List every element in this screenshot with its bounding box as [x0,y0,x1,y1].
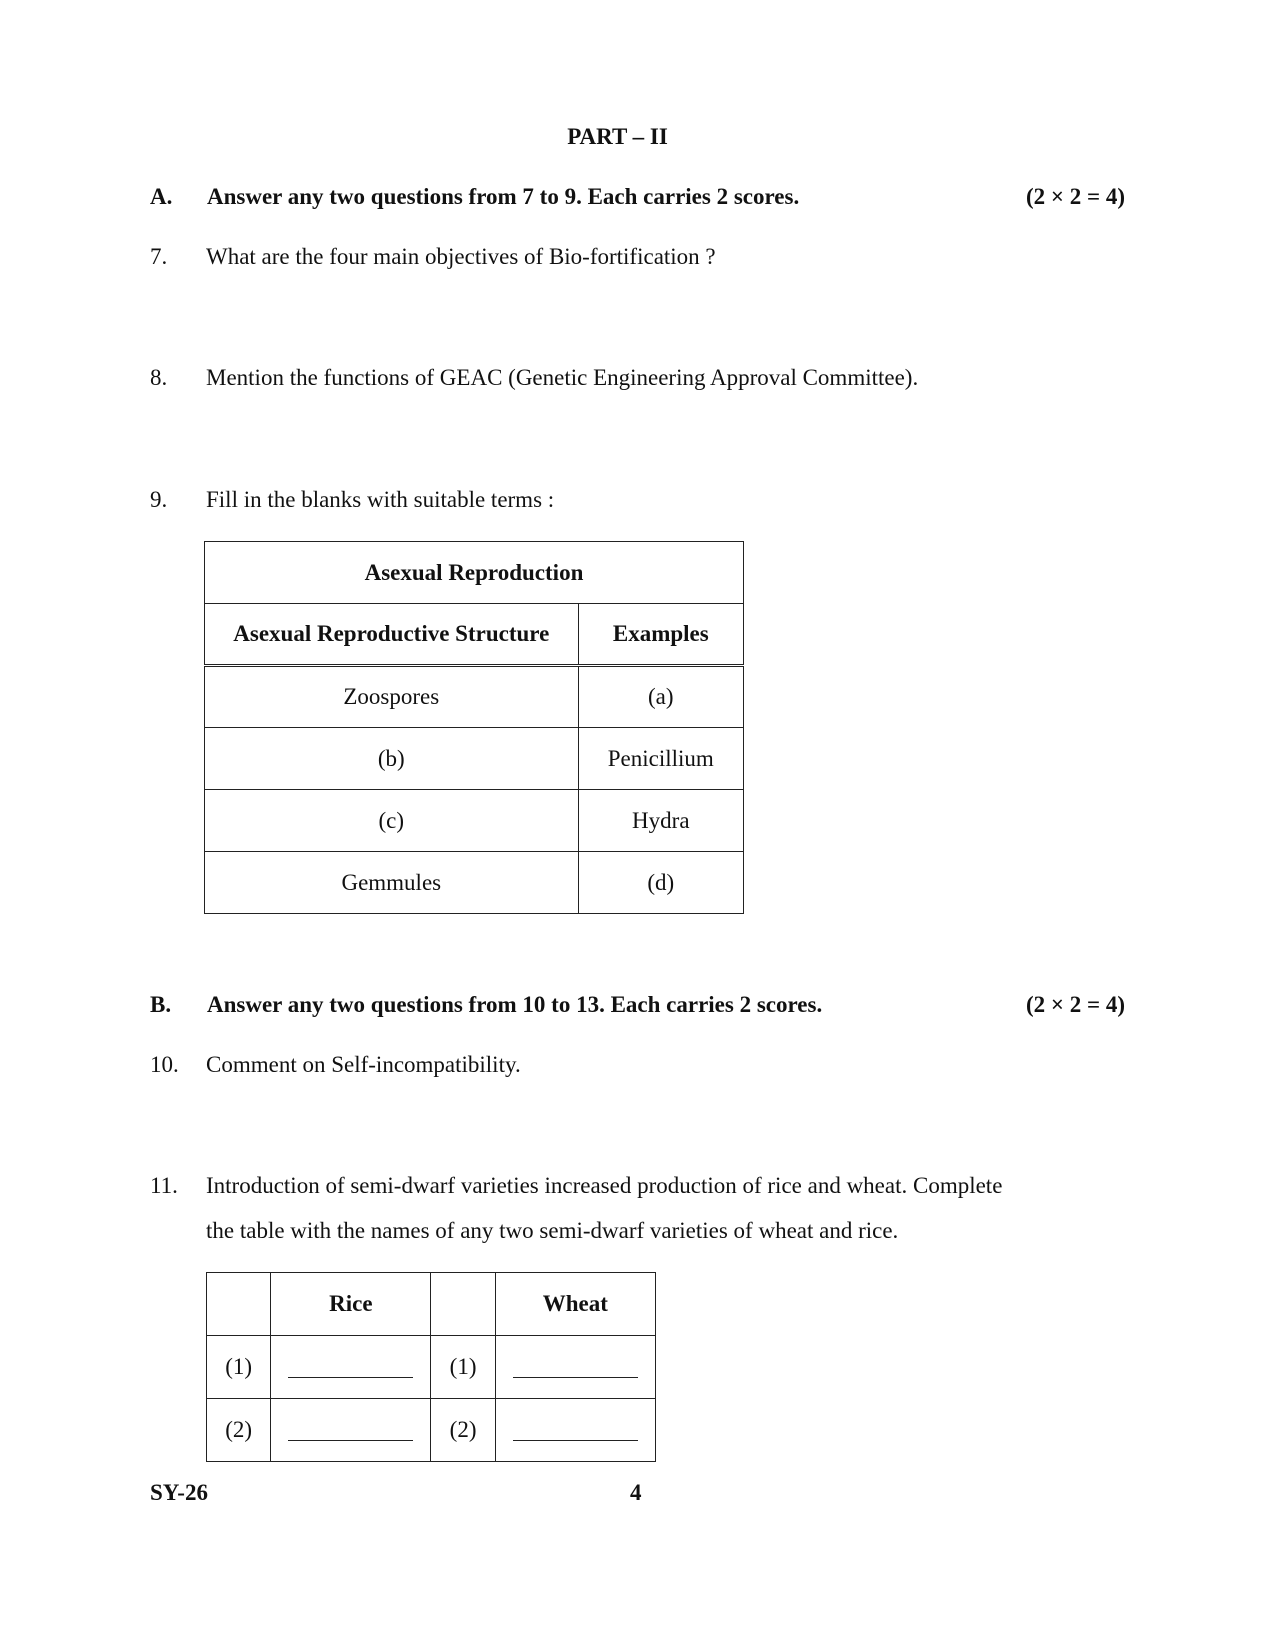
section-b-instruction: Answer any two questions from 10 to 13. Each carries 2 scores. [207,992,823,1017]
question-9-number: 9. [150,487,168,512]
answer-blank-line [513,1422,638,1441]
table-row [207,1336,656,1399]
table-row [205,666,744,728]
wheat-blank [495,1399,655,1462]
wheat-row-number: (1) [431,1336,495,1399]
paper-code: SY-26 [150,1480,208,1505]
rice-blank [271,1336,431,1399]
table-cell: (a) [578,666,743,728]
answer-blank-line [513,1359,638,1378]
section-a-letter: A. [150,184,173,209]
part-title: PART – II [567,124,668,149]
column-header-structure: Asexual Reproductive Structure [205,604,579,666]
asexual-reproduction-table [204,541,744,914]
question-10-text: Comment on Self-incompatibility. [206,1052,521,1077]
empty-header-cell [207,1273,271,1336]
answer-blank-line [288,1422,413,1441]
question-8-text: Mention the functions of GEAC (Genetic Engineering Approval Committee). [206,365,919,390]
answer-blank-line [288,1359,413,1378]
table-cell: (b) [205,728,579,790]
table-cell: Penicillium [578,728,743,790]
rice-row-number: (1) [207,1336,271,1399]
section-b-score: (2 × 2 = 4) [1025,992,1125,1017]
table-title: Asexual Reproduction [205,542,744,604]
question-7-text: What are the four main objectives of Bio-fortification ? [206,244,716,269]
rice-row-number: (2) [207,1399,271,1462]
table-cell: (d) [578,852,743,914]
empty-header-cell [431,1273,495,1336]
section-a-instruction: Answer any two questions from 7 to 9. Each carries 2 scores. [207,184,800,209]
table-cell: Zoospores [205,666,579,728]
question-9-text: Fill in the blanks with suitable terms : [206,487,555,512]
semi-dwarf-variety-table [206,1272,656,1462]
question-11-number: 11. [150,1173,178,1198]
question-7-number: 7. [150,244,168,269]
table-cell: Hydra [578,790,743,852]
page-number: 4 [630,1480,642,1505]
column-header-rice: Rice [271,1273,431,1336]
section-b-letter: B. [150,992,172,1017]
column-header-wheat: Wheat [495,1273,655,1336]
question-8-number: 8. [150,365,168,390]
column-header-examples: Examples [578,604,743,666]
table-row [205,728,744,790]
rice-blank [271,1399,431,1462]
table-row [205,790,744,852]
question-11-text-line2: the table with the names of any two semi-dwarf varieties of wheat and rice. [206,1218,899,1243]
table-row [205,852,744,914]
table-row [207,1399,656,1462]
table-cell: (c) [205,790,579,852]
wheat-blank [495,1336,655,1399]
table-cell: Gemmules [205,852,579,914]
wheat-row-number: (2) [431,1399,495,1462]
question-11-text-line1: Introduction of semi-dwarf varieties increased production of rice and wheat. Complete [206,1173,1003,1198]
section-a-score: (2 × 2 = 4) [1025,184,1125,209]
question-10-number: 10. [150,1052,179,1077]
